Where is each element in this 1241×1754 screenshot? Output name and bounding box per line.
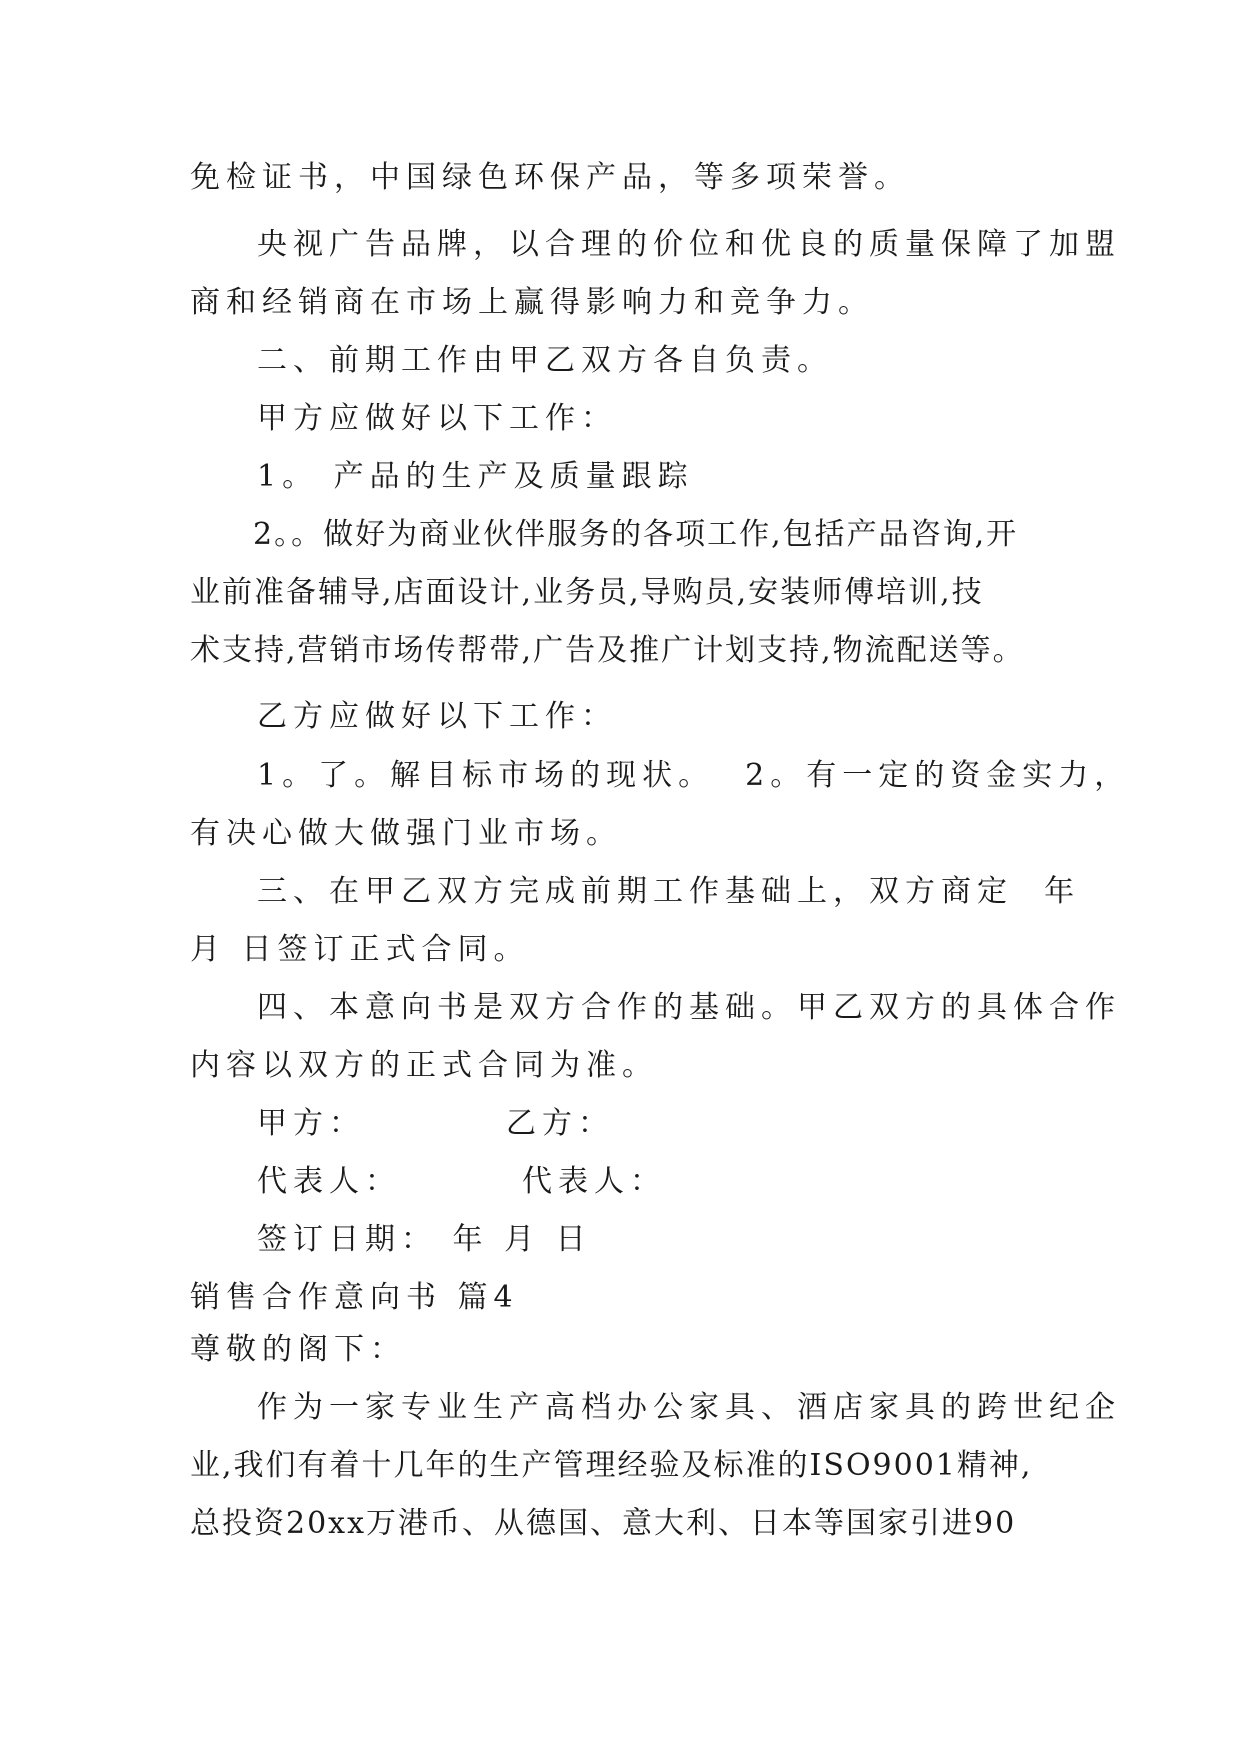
section-heading: 四、本意向书是双方合作的基础。甲乙双方的具体合作 xyxy=(257,990,1121,1025)
list-item: 2。。做好为商业伙伴服务的各项工作,包括产品咨询,开 xyxy=(253,517,1019,552)
party-a-representative-label: 代表人： xyxy=(257,1164,401,1199)
party-b-representative-label: 代表人： xyxy=(522,1164,666,1199)
text-line: 总投资20xx万港币、从德国、意大利、日本等国家引进90 xyxy=(190,1506,1017,1541)
list-item: 1。 产品的生产及质量跟踪 xyxy=(257,459,694,494)
list-item: 1。了。解目标市场的现状。 2。有一定的资金实力， xyxy=(257,758,1131,793)
text-line: 术支持,营销市场传帮带,广告及推广计划支持,物流配送等。 xyxy=(190,633,1025,668)
document-title: 销售合作意向书 篇4 xyxy=(190,1280,519,1315)
text-line: 作为一家专业生产高档办公家具、酒店家具的跨世纪企 xyxy=(257,1390,1121,1425)
text-line: 有决心做大做强门业市场。 xyxy=(190,816,622,851)
section-heading: 三、在甲乙双方完成前期工作基础上，双方商定 年 xyxy=(257,874,1081,909)
text-line: 商和经销商在市场上赢得影响力和竞争力。 xyxy=(190,285,874,320)
section-heading: 二、前期工作由甲乙双方各自负责。 xyxy=(257,343,833,378)
text-line: 乙方应做好以下工作： xyxy=(257,699,617,734)
text-line: 业前准备辅导,店面设计,业务员,导购员,安装师傅培训,技 xyxy=(190,575,984,610)
text-line: 甲方应做好以下工作： xyxy=(257,401,617,436)
text-line: 免检证书，中国绿色环保产品，等多项荣誉。 xyxy=(190,160,910,195)
text-line: 央视广告品牌，以合理的价位和优良的质量保障了加盟 xyxy=(257,227,1121,262)
text-line: 内容以双方的正式合同为准。 xyxy=(190,1048,658,1083)
text-line: 月 日签订正式合同。 xyxy=(190,932,530,967)
party-b-label: 乙方： xyxy=(506,1106,614,1141)
signing-date-label: 签订日期： 年 月 日 xyxy=(257,1222,592,1257)
text-line: 业,我们有着十几年的生产管理经验及标准的ISO9001精神, xyxy=(190,1448,1033,1483)
party-a-label: 甲方： xyxy=(257,1106,365,1141)
salutation: 尊敬的阁下： xyxy=(190,1332,406,1367)
